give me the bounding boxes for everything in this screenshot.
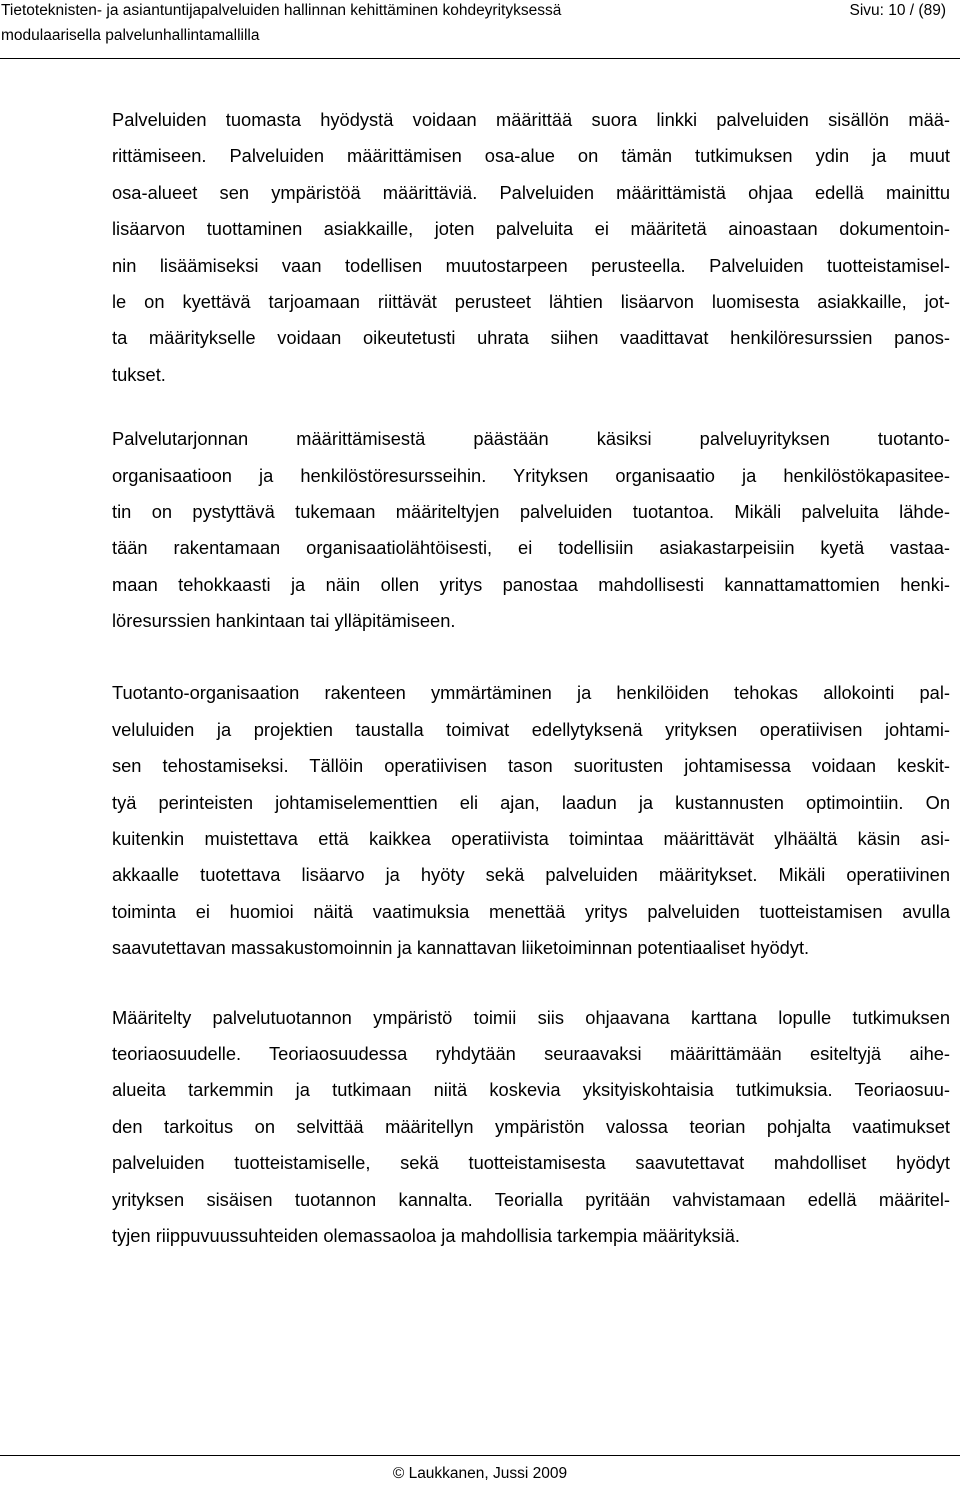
paragraph-line: tin on pystyttävä tukemaan määriteltyjen palveluiden tuotantoa. Mikäli palveluita lähde- bbox=[112, 500, 950, 522]
document-title-line-1: Tietoteknisten- ja asiantuntijapalveluiden hallinnan kehittäminen kohdeyrityksessä bbox=[1, 2, 562, 19]
paragraph-4 bbox=[112, 1000, 950, 1255]
paragraph-line: alueita tarkemmin ja tutkimaan niitä koskevia yksityiskohtaisia tutkimuksia. Teoriaosuu- bbox=[112, 1079, 950, 1101]
paragraph-1 bbox=[112, 102, 950, 393]
paragraph-line: yrityksen sisäisen tuotannon kannalta. Teorialla pyritään vahvistamaan edellä määritel- bbox=[112, 1188, 950, 1210]
paragraph-line: tukset. bbox=[112, 363, 166, 385]
paragraph-line: organisaatioon ja henkilöstöresursseihin. Yrityksen organisaatio ja henkilöstökapasitee- bbox=[112, 464, 950, 486]
paragraph-line: Määritelty palvelutuotannon ympäristö toimii siis ohjaavana karttana lopulle tutkimuksen bbox=[112, 1006, 950, 1028]
paragraph-spacer bbox=[112, 393, 950, 421]
paragraph-line: rittämiseen. Palveluiden määrittämisen osa-alue on tämän tutkimuksen ydin ja muut bbox=[112, 145, 950, 167]
page-header bbox=[0, 0, 960, 60]
paragraph-line: kuitenkin muistettava että kaikkea operatiivista toimintaa määrittävät ylhäältä käsin asi- bbox=[112, 828, 950, 850]
body-text bbox=[112, 102, 950, 1254]
paragraph-line: akkaalle tuotettava lisäarvo ja hyöty sekä palveluiden määritykset. Mikäli operatiivinen bbox=[112, 864, 950, 886]
paragraph-line: le on kyettävä tarjoamaan riittävät perusteet lähtien lisäarvon luomisesta asiakkaille, jot- bbox=[112, 290, 950, 312]
paragraph-line: veluluiden ja projektien taustalla toimivat edellytyksenä yrityksen operatiivisen johtami- bbox=[112, 718, 950, 740]
paragraph-line: den tarkoitus on selvittää määritellyn ympäristön valossa teorian pohjalta vaatimukset bbox=[112, 1115, 950, 1137]
paragraph-line: osa-alueet sen ympäristöä määrittäviä. Palveluiden määrittämistä ohjaa edellä mainittu bbox=[112, 181, 950, 203]
paragraph-line: tyjen riippuvuussuhteiden olemassaoloa ja mahdollisia tarkempia määrityksiä. bbox=[112, 1224, 740, 1246]
paragraph-line: teoriaosuudelle. Teoriaosuudessa ryhdytään seuraavaksi määrittämään esiteltyjä aihe- bbox=[112, 1042, 950, 1064]
paragraph-spacer bbox=[112, 967, 950, 1000]
paragraph-spacer bbox=[112, 639, 950, 675]
header-divider bbox=[0, 58, 960, 59]
page-number: Sivu: 10 / (89) bbox=[849, 2, 946, 19]
paragraph-line: maan tehokkaasti ja näin ollen yritys panostaa mahdollisesti kannattamattomien henki- bbox=[112, 573, 950, 595]
paragraph-line: toiminta ei huomioi näitä vaatimuksia menettää yritys palveluiden tuotteistamisen avulla bbox=[112, 900, 950, 922]
footer-divider bbox=[0, 1455, 960, 1456]
paragraph-line: lisäarvon tuottaminen asiakkaille, joten palveluita ei määritetä ainoastaan dokumentoin- bbox=[112, 218, 950, 240]
paragraph-line: nin lisäämiseksi vaan todellisen muutostarpeen perusteella. Palveluiden tuotteistamisel- bbox=[112, 254, 950, 276]
paragraph-line: Tuotanto-organisaation rakenteen ymmärtäminen ja henkilöiden tehokas allokointi pal- bbox=[112, 682, 950, 704]
paragraph-line: Palvelutarjonnan määrittämisestä päästään käsiksi palveluyrityksen tuotanto- bbox=[112, 428, 950, 450]
paragraph-3 bbox=[112, 675, 950, 966]
paragraph-2 bbox=[112, 421, 950, 639]
paragraph-line: ta määritykselle voidaan oikeutetusti uhrata siihen vaadittavat henkilöresurssien panos- bbox=[112, 327, 950, 349]
paragraph-line: palveluiden tuotteistamiselle, sekä tuotteistamisesta saavutettavat mahdolliset hyödyt bbox=[112, 1152, 950, 1174]
paragraph-line: tyä perinteisten johtamiselementtien eli ajan, laadun ja kustannusten optimointiin. On bbox=[112, 791, 950, 813]
paragraph-line: tään rakentamaan organisaatiolähtöisesti, ei todellisiin asiakastarpeisiin kyetä vastaa- bbox=[112, 537, 950, 559]
document-title-line-2: modulaarisella palvelunhallintamallilla bbox=[1, 27, 260, 44]
document-title bbox=[1, 0, 561, 50]
paragraph-line: löresurssien hankintaan tai ylläpitämiseen. bbox=[112, 610, 456, 632]
paragraph-line: Palveluiden tuomasta hyödystä voidaan määrittää suora linkki palveluiden sisällön mää- bbox=[112, 109, 950, 130]
paragraph-line: saavutettavan massakustomoinnin ja kannattavan liiketoiminnan potentiaaliset hyödyt. bbox=[112, 937, 810, 959]
copyright-notice: © Laukkanen, Jussi 2009 bbox=[392, 1465, 568, 1482]
paragraph-line: sen tehostamiseksi. Tällöin operatiivisen tason suoritusten johtamisessa voidaan keskit- bbox=[112, 755, 950, 777]
